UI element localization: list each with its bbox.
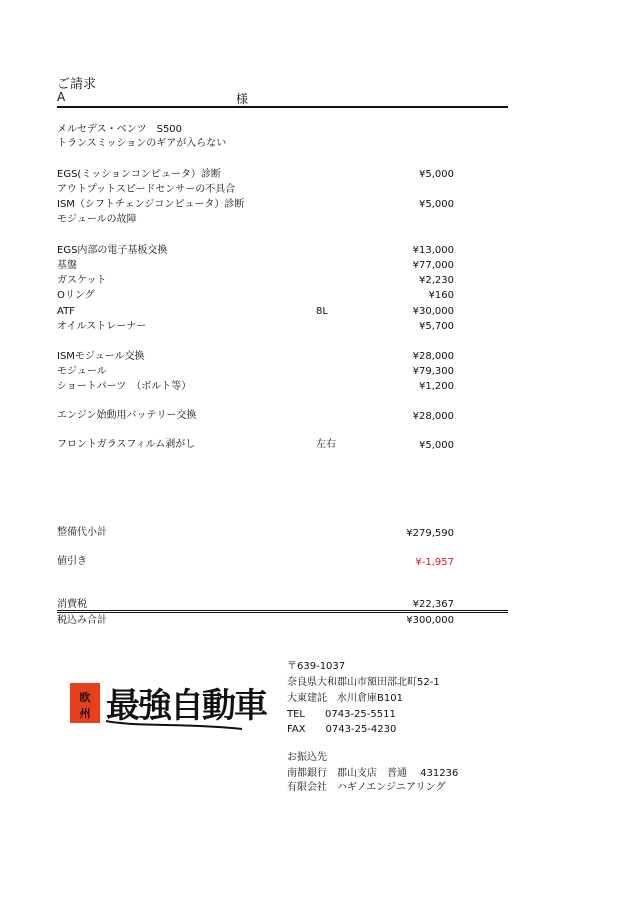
bank-holder: 有限会社 ハギノエンジニアリング [287,782,446,793]
svg-text:州: 州 [79,707,91,720]
item-label: EGS内部の電子基板交換 [57,245,168,256]
header-divider [57,106,508,108]
item-label: モジュールの故障 [57,214,137,225]
item-amount: ¥13,000 [412,245,454,256]
total-amount: ¥300,000 [406,615,454,626]
item-label: フロントガラスフィルム剥がし [57,439,196,450]
item-amount: ¥5,700 [419,321,454,332]
vehicle-model: メルセデス・ベンツ S500 [57,124,183,135]
item-note: 左右 [316,439,336,450]
tax-amount: ¥22,367 [412,599,454,610]
item-amount: ¥5,000 [419,169,454,180]
item-label: EGS(ミッションコンピュータ）診断 [57,169,221,180]
discount-amount: ¥-1,957 [415,557,454,568]
subtotal-amount: ¥279,590 [406,528,454,539]
item-label: ISM（シフトチェンジコンピュータ）診断 [57,199,245,210]
item-amount: ¥160 [428,290,454,301]
item-label: ATF [57,306,75,317]
item-amount: ¥30,000 [412,306,454,317]
item-amount: ¥28,000 [412,351,454,362]
item-label: ガスケット [57,275,107,286]
company-building: 大東建託 水川倉庫B101 [287,693,403,704]
logo-small-text: 欧 [79,691,91,704]
item-label: エンジン始動用バッテリー交換 [57,410,197,421]
item-label: 基盤 [57,260,77,271]
company-tel: TEL 0743-25-5511 [287,709,396,720]
item-note: 8L [316,306,328,317]
total-divider-top [57,610,508,611]
item-label: ISMモジュール交換 [57,351,145,362]
company-postal: 〒639-1037 [287,661,346,672]
logo-main-text: 最強自動車 [106,686,266,726]
total-label: 税込み合計 [57,615,107,626]
invoice-title: ご請求 [57,77,97,92]
addressee-name: A [57,90,66,104]
company-fax: FAX 0743-25-4230 [287,724,397,735]
item-amount: ¥5,000 [419,199,454,210]
discount-label: 値引き [57,556,87,567]
item-amount: ¥79,300 [412,366,454,377]
subtotal-label: 整備代小計 [57,527,107,538]
honorific: 様 [236,92,249,106]
item-label: ショートパーツ （ボルト等） [57,381,192,392]
tax-label: 消費税 [57,599,87,610]
item-amount: ¥2,230 [419,275,454,286]
vehicle-issue: トランスミッションのギアが入らない [57,138,227,149]
total-divider-bottom [57,612,508,613]
bank-account: 南都銀行 郡山支店 普通 431236 [287,768,459,779]
item-amount: ¥1,200 [419,381,454,392]
bank-heading: お振込先 [287,752,327,763]
item-amount: ¥77,000 [412,260,454,271]
company-address: 奈良県大和郡山市額田部北町52-1 [287,677,440,688]
item-label: アウトプットスピードセンサーの不具合 [57,184,236,195]
item-label: モジュール [57,366,107,377]
item-amount: ¥28,000 [412,411,454,422]
item-label: オイルストレーナー [57,321,147,332]
item-amount: ¥5,000 [419,440,454,451]
item-label: Oリング [57,290,95,301]
company-logo [66,665,266,745]
